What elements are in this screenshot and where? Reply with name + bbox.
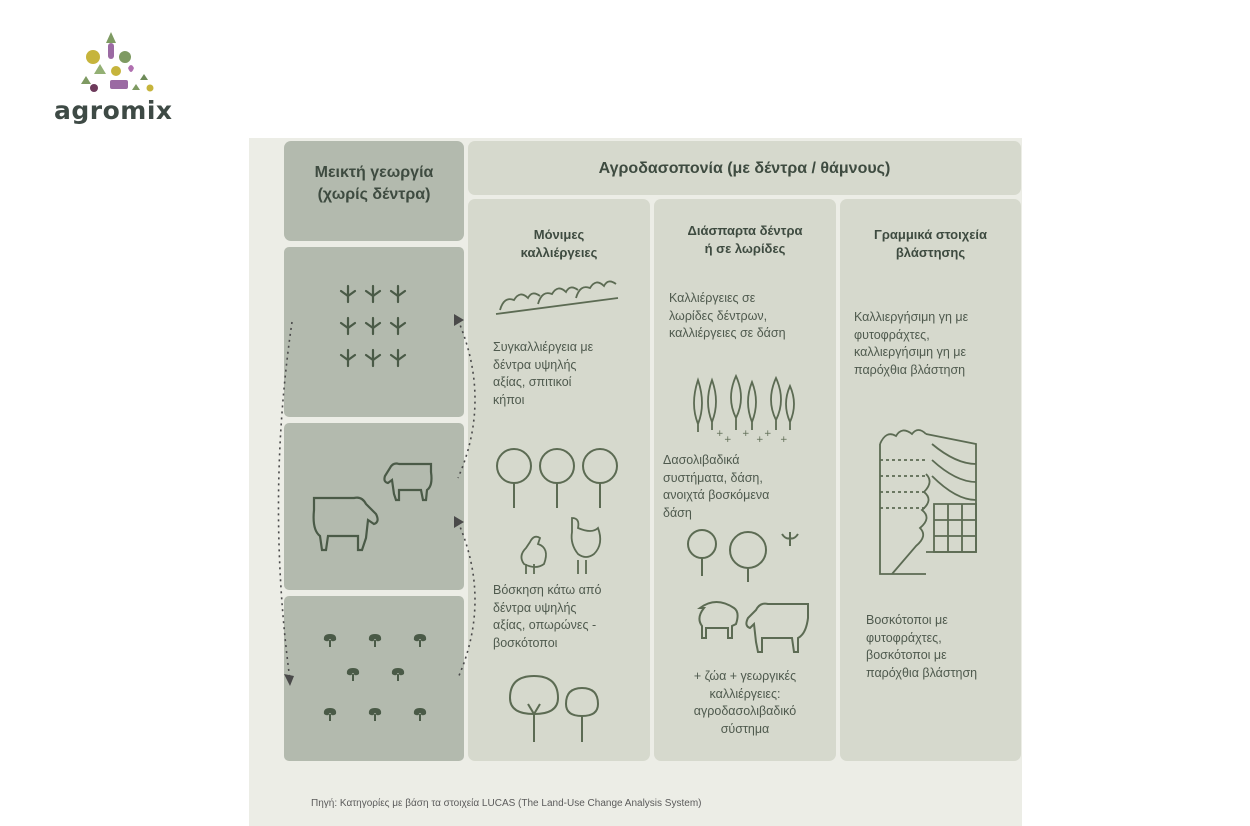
col2-text2 bbox=[663, 452, 769, 522]
col3-text2-line: φυτοφράχτες, bbox=[866, 630, 942, 645]
col3-text1-line: παρόχθια βλάστηση bbox=[854, 362, 966, 377]
col1-text1-line: αξίας, σπιτικοί bbox=[493, 375, 572, 389]
source-footnote: Πηγή: Κατηγορίες με βάση τα στοιχεία LUCAS (The Land-Use Change Analysis System) bbox=[311, 798, 702, 809]
mixed-title-line2: (χωρίς δέντρα) bbox=[317, 185, 431, 203]
svg-text:+: + bbox=[724, 435, 732, 445]
col2-text3-line: καλλιέργειες: bbox=[709, 686, 781, 701]
col1-text1-line: Συγκαλλιέργεια με bbox=[493, 340, 594, 354]
agroforestry-title: Αγροδασοπονία (με δέντρα / θάμνους) bbox=[598, 160, 891, 177]
tree-strips-icon bbox=[690, 374, 802, 444]
col1-text1-line: δέντρα υψηλής bbox=[493, 357, 577, 372]
col3-text2 bbox=[866, 612, 977, 682]
col1-text2-line: δέντρα υψηλής bbox=[493, 600, 577, 615]
svg-text:+: + bbox=[742, 429, 750, 439]
col2-text2-line: συστήματα, δάση, bbox=[663, 470, 763, 485]
orchard-trees-icon bbox=[508, 674, 608, 744]
col2-text3-line: αγροδασολιβαδικό bbox=[693, 704, 797, 718]
svg-text:+: + bbox=[764, 429, 772, 439]
col3-text1-line: καλλιεργήσιμη γη με bbox=[854, 345, 967, 359]
col3-text2-line: παρόχθια βλάστηση bbox=[866, 665, 978, 680]
svg-text:+: + bbox=[780, 435, 788, 445]
col3-text1 bbox=[854, 309, 968, 379]
col1-header-line2: καλλιέργειες bbox=[520, 244, 598, 260]
col2-text1-line: Καλλιέργειες σε bbox=[669, 291, 756, 305]
svg-text:+: + bbox=[756, 435, 764, 445]
col2-text1-line: καλλιέργειες σε δάση bbox=[669, 326, 786, 340]
col1-text2-line: αξίας, οπωρώνες - bbox=[493, 618, 597, 632]
hedgerow-field-icon bbox=[876, 424, 980, 576]
col3-text1-line: Καλλιεργήσιμη γη με bbox=[854, 310, 969, 324]
col3-text1-line: φυτοφράχτες, bbox=[854, 327, 930, 342]
col2-text1 bbox=[669, 290, 786, 343]
col3-header-line2: βλάστησης bbox=[895, 244, 966, 260]
svg-text:+: + bbox=[716, 429, 724, 439]
col1-header bbox=[468, 226, 650, 261]
col1-header-line1: Μόνιμες bbox=[533, 227, 585, 242]
col1-text1-line: κήποι bbox=[493, 392, 525, 407]
mixed-title-line1: Μεικτή γεωργία bbox=[314, 164, 434, 181]
col1-text1 bbox=[493, 339, 593, 409]
col2-text3-line: σύστημα bbox=[720, 721, 770, 736]
col2-header bbox=[654, 222, 836, 257]
fruit-trees-icon bbox=[494, 446, 620, 510]
col2-header-line2: ή σε λωρίδες bbox=[704, 240, 786, 256]
col1-text2-line: Βόσκηση κάτω από bbox=[493, 583, 602, 597]
silvopasture-trees-icon bbox=[686, 528, 802, 582]
col2-text1-line: λωρίδες δέντρων, bbox=[669, 308, 768, 323]
col1-text2 bbox=[493, 582, 601, 652]
pig-and-cow-icon bbox=[694, 594, 814, 654]
col3-text2-line: βοσκότοποι με bbox=[866, 648, 947, 662]
col2-header-line1: Διάσπαρτα δέντρα bbox=[687, 223, 803, 238]
col1-text2-line: βοσκότοποι bbox=[493, 635, 558, 650]
hedge-row-icon bbox=[494, 280, 620, 320]
col3-text2-line: Βοσκότοποι με bbox=[866, 613, 948, 627]
poultry-icon bbox=[512, 512, 608, 576]
col3-header bbox=[840, 226, 1021, 261]
col2-text2-line: δάση bbox=[663, 505, 692, 520]
col2-text2-line: Δασολιβαδικά bbox=[663, 453, 740, 467]
col2-text3 bbox=[654, 668, 836, 738]
logo-wordmark: agromix bbox=[54, 96, 173, 125]
col2-text2-line: ανοιχτά βοσκόμενα bbox=[663, 488, 770, 502]
col2-text3-line: + ζώα + γεωργικές bbox=[693, 669, 797, 683]
col3-header-line1: Γραμμικά στοιχεία bbox=[874, 227, 987, 242]
mixed-title bbox=[284, 162, 464, 205]
cycle-arrows-icon bbox=[270, 300, 490, 700]
